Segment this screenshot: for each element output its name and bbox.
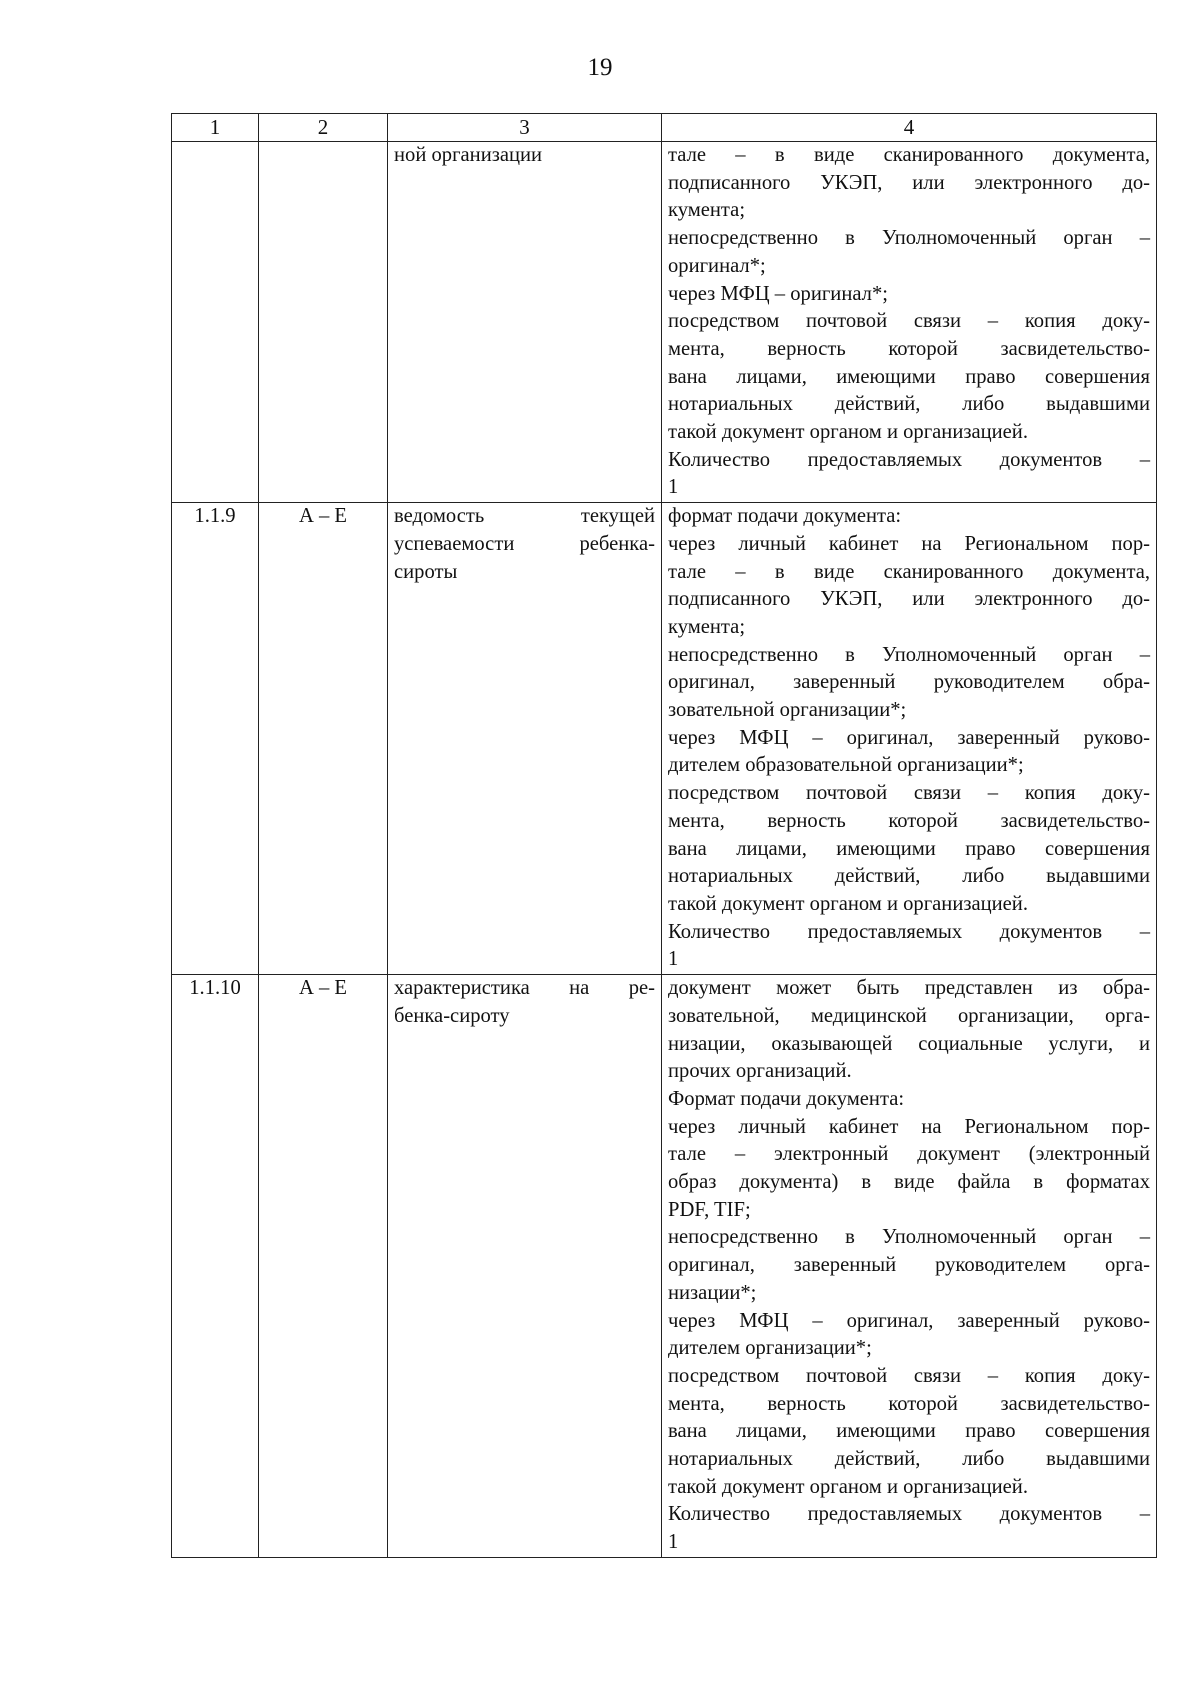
format-line: через личный кабинет на Региональном пор- [668,532,1150,555]
row-submission-format [662,142,1157,503]
row-submission-format [662,975,1157,1558]
format-line: зовательной организации*; [668,699,907,722]
table-body [172,142,1157,1558]
row-category [259,142,388,503]
row-document-name [388,975,662,1558]
documents-table [171,113,1157,1558]
format-line: мента, верность которой засвидетельство- [668,337,1150,360]
format-line: через МФЦ – оригинал, заверенный руково- [668,1309,1150,1332]
format-line: посредством почтовой связи – копия доку- [668,782,1150,805]
row-submission-format [662,503,1157,975]
format-line: такой документ органом и организацией. [668,1475,1028,1498]
format-line: мента, верность которой засвидетельство- [668,1392,1150,1415]
column-header-2: 2 [259,114,388,142]
format-line: Количество предоставляемых документов – [668,448,1150,471]
format-line: формат подачи документа: [668,505,902,528]
format-line: подписанного УКЭП, или электронного до- [668,171,1150,194]
format-line: непосредственно в Уполномоченный орган – [668,643,1150,666]
format-line: подписанного УКЭП, или электронного до- [668,588,1150,611]
format-line: непосредственно в Уполномоченный орган – [668,227,1150,250]
format-line: непосредственно в Уполномоченный орган – [668,1226,1150,1249]
format-line: прочих организаций. [668,1060,852,1083]
format-line: вана лицами, имеющими право совершения [668,1420,1150,1443]
format-line: нотариальных действий, либо выдавшими [668,1448,1150,1471]
row-number: 1.1.9 [172,503,259,975]
document-name-line: успеваемости ребенка- [394,532,655,555]
format-line: через личный кабинет на Региональном пор- [668,1115,1150,1138]
document-name-line: бенка-сироту [394,1004,510,1027]
table-header [172,114,1157,142]
format-line: такой документ органом и организацией. [668,892,1028,915]
format-line: дителем организации*; [668,1337,872,1360]
format-line: PDF, TIF; [668,1198,751,1221]
table-row [172,142,1157,503]
document-name-line: ной организации [394,144,543,166]
format-line: зовательной, медицинской организации, орга- [668,1004,1150,1027]
table-row [172,975,1157,1558]
format-line: посредством почтовой связи – копия доку- [668,1364,1150,1387]
format-line: оригинал, заверенный руководителем орга- [668,1254,1150,1277]
column-header-1: 1 [172,114,259,142]
row-document-name [388,503,662,975]
format-line: кумента; [668,199,746,222]
format-line: 1 [668,948,679,971]
format-line: мента, верность которой засвидетельство- [668,809,1150,832]
format-line: оригинал*; [668,254,766,277]
format-line: вана лицами, имеющими право совершения [668,837,1150,860]
format-line: 1 [668,1531,679,1554]
table-row [172,503,1157,975]
row-number: 1.1.10 [172,975,259,1558]
format-line: дителем образовательной организации*; [668,754,1024,777]
row-number [172,142,259,503]
format-line: посредством почтовой связи – копия доку- [668,310,1150,333]
format-line: документ может быть представлен из обра- [668,977,1150,1000]
format-line: кумента; [668,615,746,638]
format-line: вана лицами, имеющими право совершения [668,365,1150,388]
format-line: такой документ органом и организацией. [668,421,1028,444]
document-name-line: ведомость текущей [394,505,655,528]
row-category: А – Е [259,975,388,1558]
page-number: 19 [587,54,613,81]
header-row [172,114,1157,142]
format-line: оригинал, заверенный руководителем обра- [668,671,1150,694]
document-name-line: сироты [394,560,458,583]
format-line: через МФЦ – оригинал, заверенный руково- [668,726,1150,749]
format-line: образ документа) в виде файла в форматах [668,1171,1150,1194]
document-name-line: характеристика на ре- [394,977,655,1000]
format-line: тале – в виде сканированного документа, [668,144,1150,166]
row-document-name [388,142,662,503]
format-line: нотариальных действий, либо выдавшими [668,865,1150,888]
format-line: Количество предоставляемых документов – [668,1503,1150,1526]
format-line: через МФЦ – оригинал*; [668,282,888,305]
column-header-3: 3 [388,114,662,142]
column-header-4: 4 [662,114,1157,142]
format-line: Формат подачи документа: [668,1087,905,1110]
format-line: низации, оказывающей социальные услуги, и [668,1032,1150,1055]
format-line: Количество предоставляемых документов – [668,920,1150,943]
format-line: 1 [668,476,679,499]
format-line: тале – электронный документ (электронный [668,1143,1150,1166]
format-line: низации*; [668,1281,757,1304]
format-line: нотариальных действий, либо выдавшими [668,393,1150,416]
row-category: А – Е [259,503,388,975]
format-line: тале – в виде сканированного документа, [668,560,1150,583]
